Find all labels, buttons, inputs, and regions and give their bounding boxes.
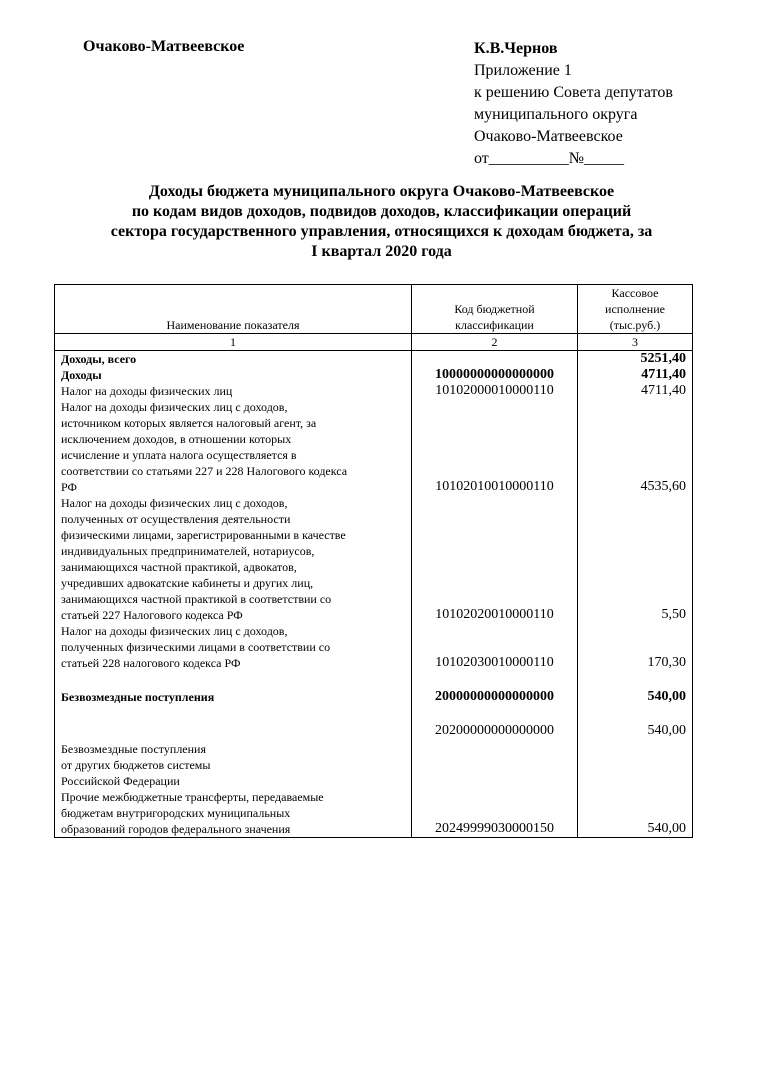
amount-cell: 4711,40	[578, 383, 693, 399]
column-number-row	[55, 334, 693, 351]
indicator-name-line: Доходы	[61, 368, 102, 382]
indicator-name-line: статьей 228 налогового кодекса РФ	[61, 656, 241, 670]
indicator-name-line: статьей 227 Налогового кодекса РФ	[61, 608, 243, 622]
appendix-line: муниципального округа	[474, 106, 638, 123]
budget-code-cell: 10102000010000110	[412, 383, 578, 399]
indicator-name-line: исключением доходов, в отношении которых	[61, 432, 292, 446]
appendix-block	[474, 38, 673, 170]
indicator-name-line: Налог на доходы физических лиц с доходов,	[61, 496, 288, 510]
indicator-name-line: полученных от осуществления деятельности	[61, 512, 291, 526]
table-row	[55, 623, 693, 671]
column-number: 3	[578, 334, 693, 351]
indicator-name-line: Безвозмездные поступления	[61, 742, 206, 756]
column-header-amount: Кассовое исполнение (тыс.руб.)	[578, 285, 693, 334]
budget-code-cell: 10000000000000000	[412, 367, 578, 383]
indicator-name-line: занимающихся частной практикой в соответствии со	[61, 592, 332, 606]
indicator-name-line: Безвозмездные поступления	[61, 690, 215, 704]
indicator-name-cell	[55, 495, 412, 623]
income-table	[54, 284, 693, 838]
budget-code-cell: 20000000000000000	[412, 671, 578, 723]
indicator-name-cell	[55, 399, 412, 495]
indicator-name-line: исчисление и уплата налога осуществляется в	[61, 448, 297, 462]
document-title	[40, 182, 723, 262]
amount-cell: 5,50	[578, 495, 693, 623]
appendix-line: к решению Совета депутатов	[474, 84, 673, 101]
indicator-name-line: физическими лицами, зарегистрированными в качестве	[61, 528, 346, 542]
budget-code-cell: 20249999030000150	[412, 789, 578, 838]
column-header-code: Код бюджетной классификации	[412, 285, 578, 334]
signatory-name: К.В.Чернов	[474, 40, 558, 57]
table-header-row	[55, 285, 693, 334]
amount-cell: 5251,40	[578, 351, 693, 368]
indicator-name-line: Доходы, всего	[61, 352, 137, 366]
table-row	[55, 367, 693, 383]
title-line: I квартал 2020 года	[311, 243, 452, 260]
column-number: 1	[55, 334, 412, 351]
appendix-line: Очаково-Матвеевское	[474, 128, 623, 145]
amount-cell: 170,30	[578, 623, 693, 671]
indicator-name-line: полученных физическими лицами в соответствии со	[61, 640, 331, 654]
column-header-name: Наименование показателя	[55, 285, 412, 334]
indicator-name-line: Налог на доходы физических лиц	[61, 384, 233, 398]
table-row	[55, 351, 693, 368]
indicator-name-line: Российской Федерации	[61, 774, 180, 788]
budget-code-cell: 10102010010000110	[412, 399, 578, 495]
table-row	[55, 383, 693, 399]
table-row	[55, 399, 693, 495]
indicator-name-cell	[55, 367, 412, 383]
appendix-line: Приложение 1	[474, 62, 572, 79]
municipality-name: Очаково-Матвеевское	[83, 38, 245, 55]
indicator-name-cell	[55, 351, 412, 368]
table-row	[55, 723, 693, 789]
title-line: Доходы бюджета муниципального округа Очаково-Матвеевское	[148, 183, 615, 200]
indicator-name-line: РФ	[61, 480, 77, 494]
indicator-name-cell	[55, 789, 412, 838]
title-line: по кодам видов доходов, подвидов доходов, классификации операций	[131, 203, 632, 220]
budget-code-cell: 10102030010000110	[412, 623, 578, 671]
indicator-name-cell	[55, 723, 412, 789]
amount-cell: 4711,40	[578, 367, 693, 383]
indicator-name-line: соответствии со статьями 227 и 228 Налогового кодекса	[61, 464, 348, 478]
appendix-date-number-line: от__________№_____	[474, 150, 625, 167]
table-row	[55, 671, 693, 723]
column-number: 2	[412, 334, 578, 351]
indicator-name-line: учредивших адвокатские кабинеты и других лиц,	[61, 576, 314, 590]
indicator-name-line: бюджетам внутригородских муниципальных	[61, 806, 291, 820]
amount-cell: 540,00	[578, 723, 693, 789]
indicator-name-line: источником которых является налоговый агент, за	[61, 416, 317, 430]
budget-code-cell	[412, 351, 578, 368]
indicator-name-cell	[55, 671, 412, 723]
indicator-name-line: Налог на доходы физических лиц с доходов,	[61, 624, 288, 638]
indicator-name-line: от других бюджетов системы	[61, 758, 211, 772]
table-row	[55, 495, 693, 623]
indicator-name-line: Налог на доходы физических лиц с доходов,	[61, 400, 288, 414]
indicator-name-line: занимающихся частной практикой, адвокатов,	[61, 560, 297, 574]
amount-cell: 4535,60	[578, 399, 693, 495]
indicator-name-cell	[55, 623, 412, 671]
amount-cell: 540,00	[578, 671, 693, 723]
indicator-name-line: индивидуальных предпринимателей, нотариусов,	[61, 544, 315, 558]
budget-code-cell: 20200000000000000	[412, 723, 578, 789]
indicator-name-line: Прочие межбюджетные трансферты, передаваемые	[61, 790, 324, 804]
table-row	[55, 789, 693, 838]
budget-code-cell: 10102020010000110	[412, 495, 578, 623]
title-line: сектора государственного управления, относящихся к доходам бюджета, за	[110, 223, 653, 240]
indicator-name-line: образований городов федерального значения	[61, 822, 291, 836]
indicator-name-cell	[55, 383, 412, 399]
amount-cell: 540,00	[578, 789, 693, 838]
